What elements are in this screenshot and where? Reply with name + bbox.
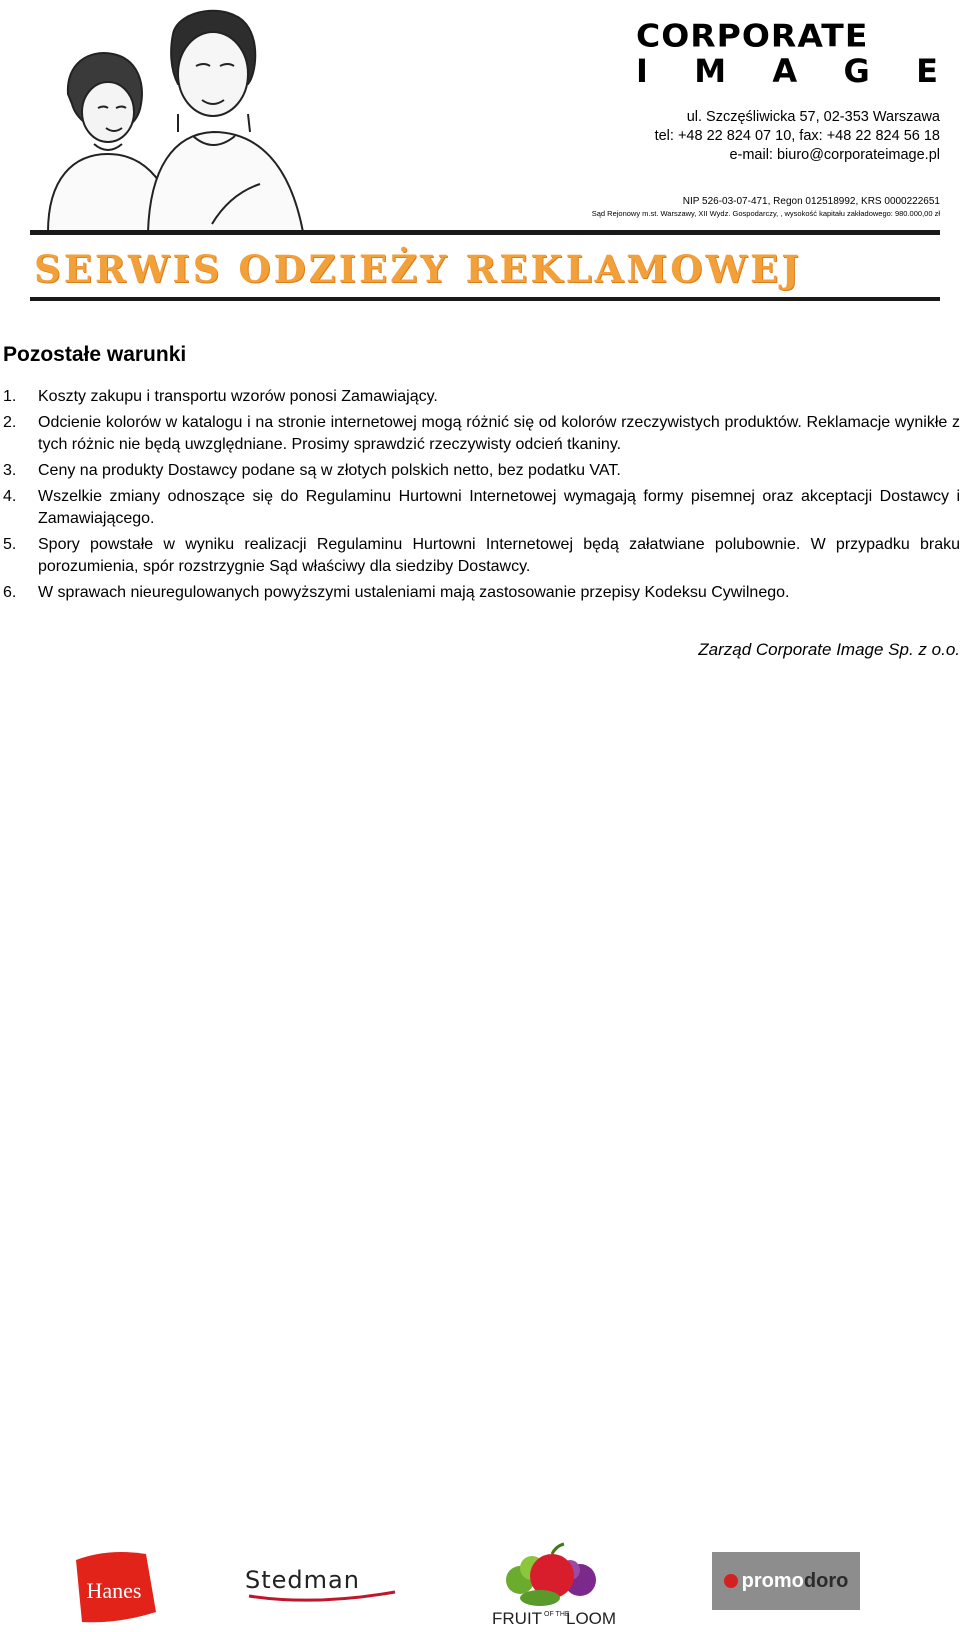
item-number: 5. (3, 536, 17, 553)
brand-letter: M (694, 52, 727, 90)
fruit-text: FRUIT (492, 1609, 543, 1628)
service-banner: SERWIS ODZIEŻY REKLAMOWEJ (34, 247, 802, 291)
address: ul. Szczęśliwicka 57, 02-353 Warszawa (686, 109, 940, 125)
hanes-text: Hanes (86, 1578, 142, 1603)
brand-letter: A (772, 52, 798, 90)
section-heading: Pozostałe warunki (3, 343, 187, 366)
signature: Zarząd Corporate Image Sp. z o.o. (698, 640, 960, 659)
brand-letter: I (636, 52, 648, 90)
fruit-of-text: OF THE (544, 1611, 570, 1618)
list-item (3, 534, 960, 578)
item-text: Koszty zakupu i transportu wzorów ponosi Zamawiający. (38, 388, 438, 405)
phone-fax: tel: +48 22 824 07 10, fax: +48 22 824 56 18 (654, 128, 940, 144)
stedman-logo (245, 1562, 405, 1608)
stedman-text: Stedman (245, 1566, 360, 1594)
terms-list (3, 386, 960, 604)
fruit-loom-text: LOOM (566, 1609, 617, 1628)
tomato-icon (724, 1574, 738, 1588)
promodoro-text-b: doro (803, 1569, 849, 1592)
item-text: Wszelkie zmiany odnoszące się do Regulaminu Hurtowni Internetowej wymagają formy pisemnej oraz akceptacji Dostawcy i Zamawiającego. (38, 488, 960, 527)
partner-logos (0, 1540, 960, 1632)
divider (30, 230, 940, 235)
list-item (3, 486, 960, 530)
brand-letter: G (843, 52, 870, 90)
list-item (3, 386, 960, 408)
brand-letter: E (916, 52, 938, 90)
divider (30, 297, 940, 301)
corporate-image-logo (636, 17, 938, 90)
terms-section (3, 340, 960, 608)
promodoro-text-a: promo (741, 1569, 804, 1592)
list-item (3, 460, 960, 482)
court-info: Sąd Rejonowy m.st. Warszawy, XII Wydz. Gospodarczy, , wysokość kapitału zakładowego: 980.000,00 zł (591, 209, 940, 218)
legal-block (592, 196, 940, 220)
email: e-mail: biuro@corporateimage.pl (729, 147, 940, 163)
item-number: 4. (3, 488, 17, 505)
brand-name: CORPORATE (636, 17, 869, 55)
item-number: 2. (3, 414, 17, 431)
brand-subtitle (636, 54, 938, 88)
hanes-logo (68, 1546, 160, 1626)
models-illustration (28, 4, 328, 232)
item-text: Odcienie kolorów w katalogu i na stronie internetowej mogą różnić się od kolorów rzeczywistych produktów. Reklamacje wynikłe z tych różnic nie będą uwzględniane. Prosimy sprawdzić rzeczywisty odcień tkaniny. (38, 414, 960, 453)
item-number: 3. (3, 462, 17, 479)
promodoro-logo (712, 1552, 860, 1610)
contact-block (655, 108, 940, 165)
fruit-of-the-loom-logo (490, 1540, 620, 1632)
item-text: W sprawach nieuregulowanych powyższymi ustaleniami mają zastosowanie przepisy Kodeksu Cywilnego. (38, 584, 790, 601)
item-number: 6. (3, 584, 17, 601)
item-text: Spory powstałe w wyniku realizacji Regulaminu Hurtowni Internetowej będą załatwiane polubownie. W przypadku braku porozumienia, spór rozstrzygnie Sąd właściwy dla siedziby Dostawcy. (38, 536, 960, 575)
list-item (3, 412, 960, 456)
item-text: Ceny na produkty Dostawcy podane są w złotych polskich netto, bez podatku VAT. (38, 462, 621, 479)
item-number: 1. (3, 388, 17, 405)
registry-numbers: NIP 526-03-07-471, Regon 012518992, KRS 0000222651 (682, 196, 940, 207)
list-item (3, 582, 960, 604)
letterhead (0, 0, 960, 305)
